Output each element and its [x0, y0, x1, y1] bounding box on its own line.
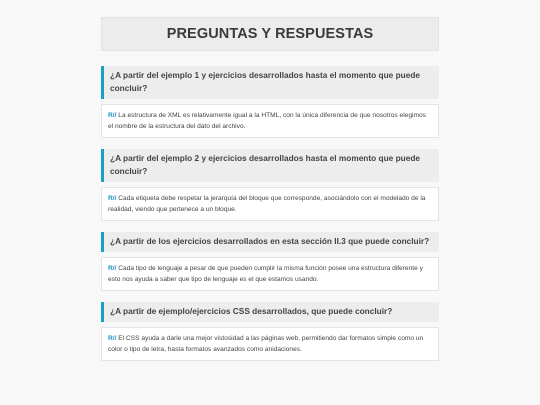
content-container: [101, 17, 439, 372]
answer-text-4: El CSS ayuda a darle una mejor vistosidad a las páginas web, permitiendo dar formatos simple como un color o tipo de letra, hasta formatos avanzados como anidaciones.: [108, 335, 424, 353]
question-heading-2: ¿A partir del ejemplo 2 y ejercicios desarrollados hasta el momento que puede concluir?: [101, 149, 439, 182]
answer-box-2: [101, 187, 439, 221]
qa-item-4: [101, 302, 439, 361]
page-title: PREGUNTAS Y RESPUESTAS: [166, 26, 374, 42]
answer-text-2: Cada etiqueta debe respetar la jerarquía del bloque que corresponde, asociándolo con el modelado de la realidad, viendo que pertenece a un bloque.: [108, 195, 426, 213]
answer-box-1: [101, 104, 439, 138]
answer-prefix: R//: [108, 112, 117, 119]
question-heading-4: ¿A partir de ejemplo/ejercicios CSS desarrollados, que puede concluir?: [101, 302, 439, 322]
answer-box-4: [101, 327, 439, 361]
qa-item-1: [101, 66, 439, 138]
qa-item-3: [101, 232, 439, 291]
answer-prefix: R//: [108, 335, 117, 342]
qa-item-2: [101, 149, 439, 221]
answer-prefix: R//: [108, 195, 117, 202]
question-heading-1: ¿A partir del ejemplo 1 y ejercicios desarrollados hasta el momento que puede concluir?: [101, 66, 439, 99]
answer-box-3: [101, 257, 439, 291]
answer-text-1: La estructura de XML es relativamente igual a la HTML, con la única diferencia de que nosotros elegimos el nombre de la estructura del dato del archivo.: [108, 112, 426, 130]
answer-text-3: Cada tipo de lenguaje a pesar de que pueden cumplir la misma función posee una estructura diferente y esto nos ayuda a saber que tipo de lenguaje es el que estamos usando.: [108, 265, 423, 283]
question-heading-3: ¿A partir de los ejercicios desarrollados en esta sección II.3 que puede concluir?: [101, 232, 439, 252]
answer-prefix: R//: [108, 265, 117, 272]
page-title-box: [101, 17, 439, 51]
